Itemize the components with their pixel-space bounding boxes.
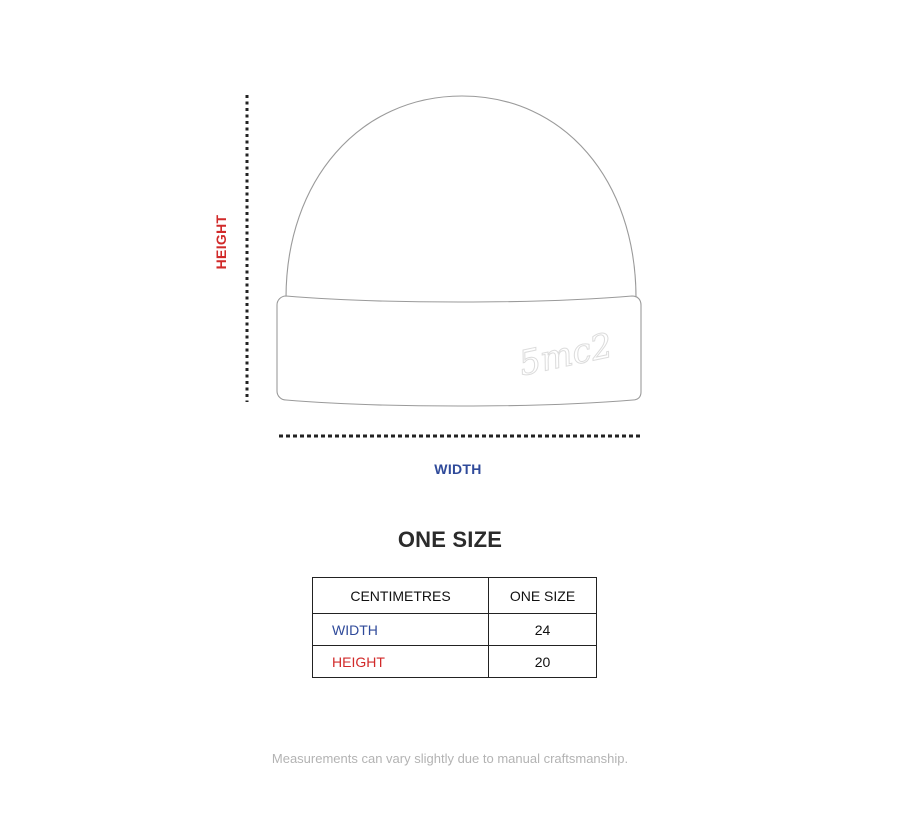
table-row xyxy=(313,614,597,646)
row-label-height: HEIGHT xyxy=(313,646,489,678)
height-label: HEIGHT xyxy=(213,214,229,270)
header-centimetres: CENTIMETRES xyxy=(313,578,489,614)
logo-emboss: 5mc2 xyxy=(515,325,617,385)
table-header-row xyxy=(313,578,597,614)
header-one-size: ONE SIZE xyxy=(489,578,597,614)
row-value-height: 20 xyxy=(489,646,597,678)
row-value-width: 24 xyxy=(489,614,597,646)
size-title: ONE SIZE xyxy=(397,527,503,552)
measurement-footnote: Measurements can vary slightly due to manual craftsmanship. xyxy=(271,751,629,766)
beanie-crown xyxy=(286,96,636,298)
width-label: WIDTH xyxy=(434,461,482,477)
size-table xyxy=(312,577,597,678)
table-row xyxy=(313,646,597,678)
row-label-width: WIDTH xyxy=(313,614,489,646)
